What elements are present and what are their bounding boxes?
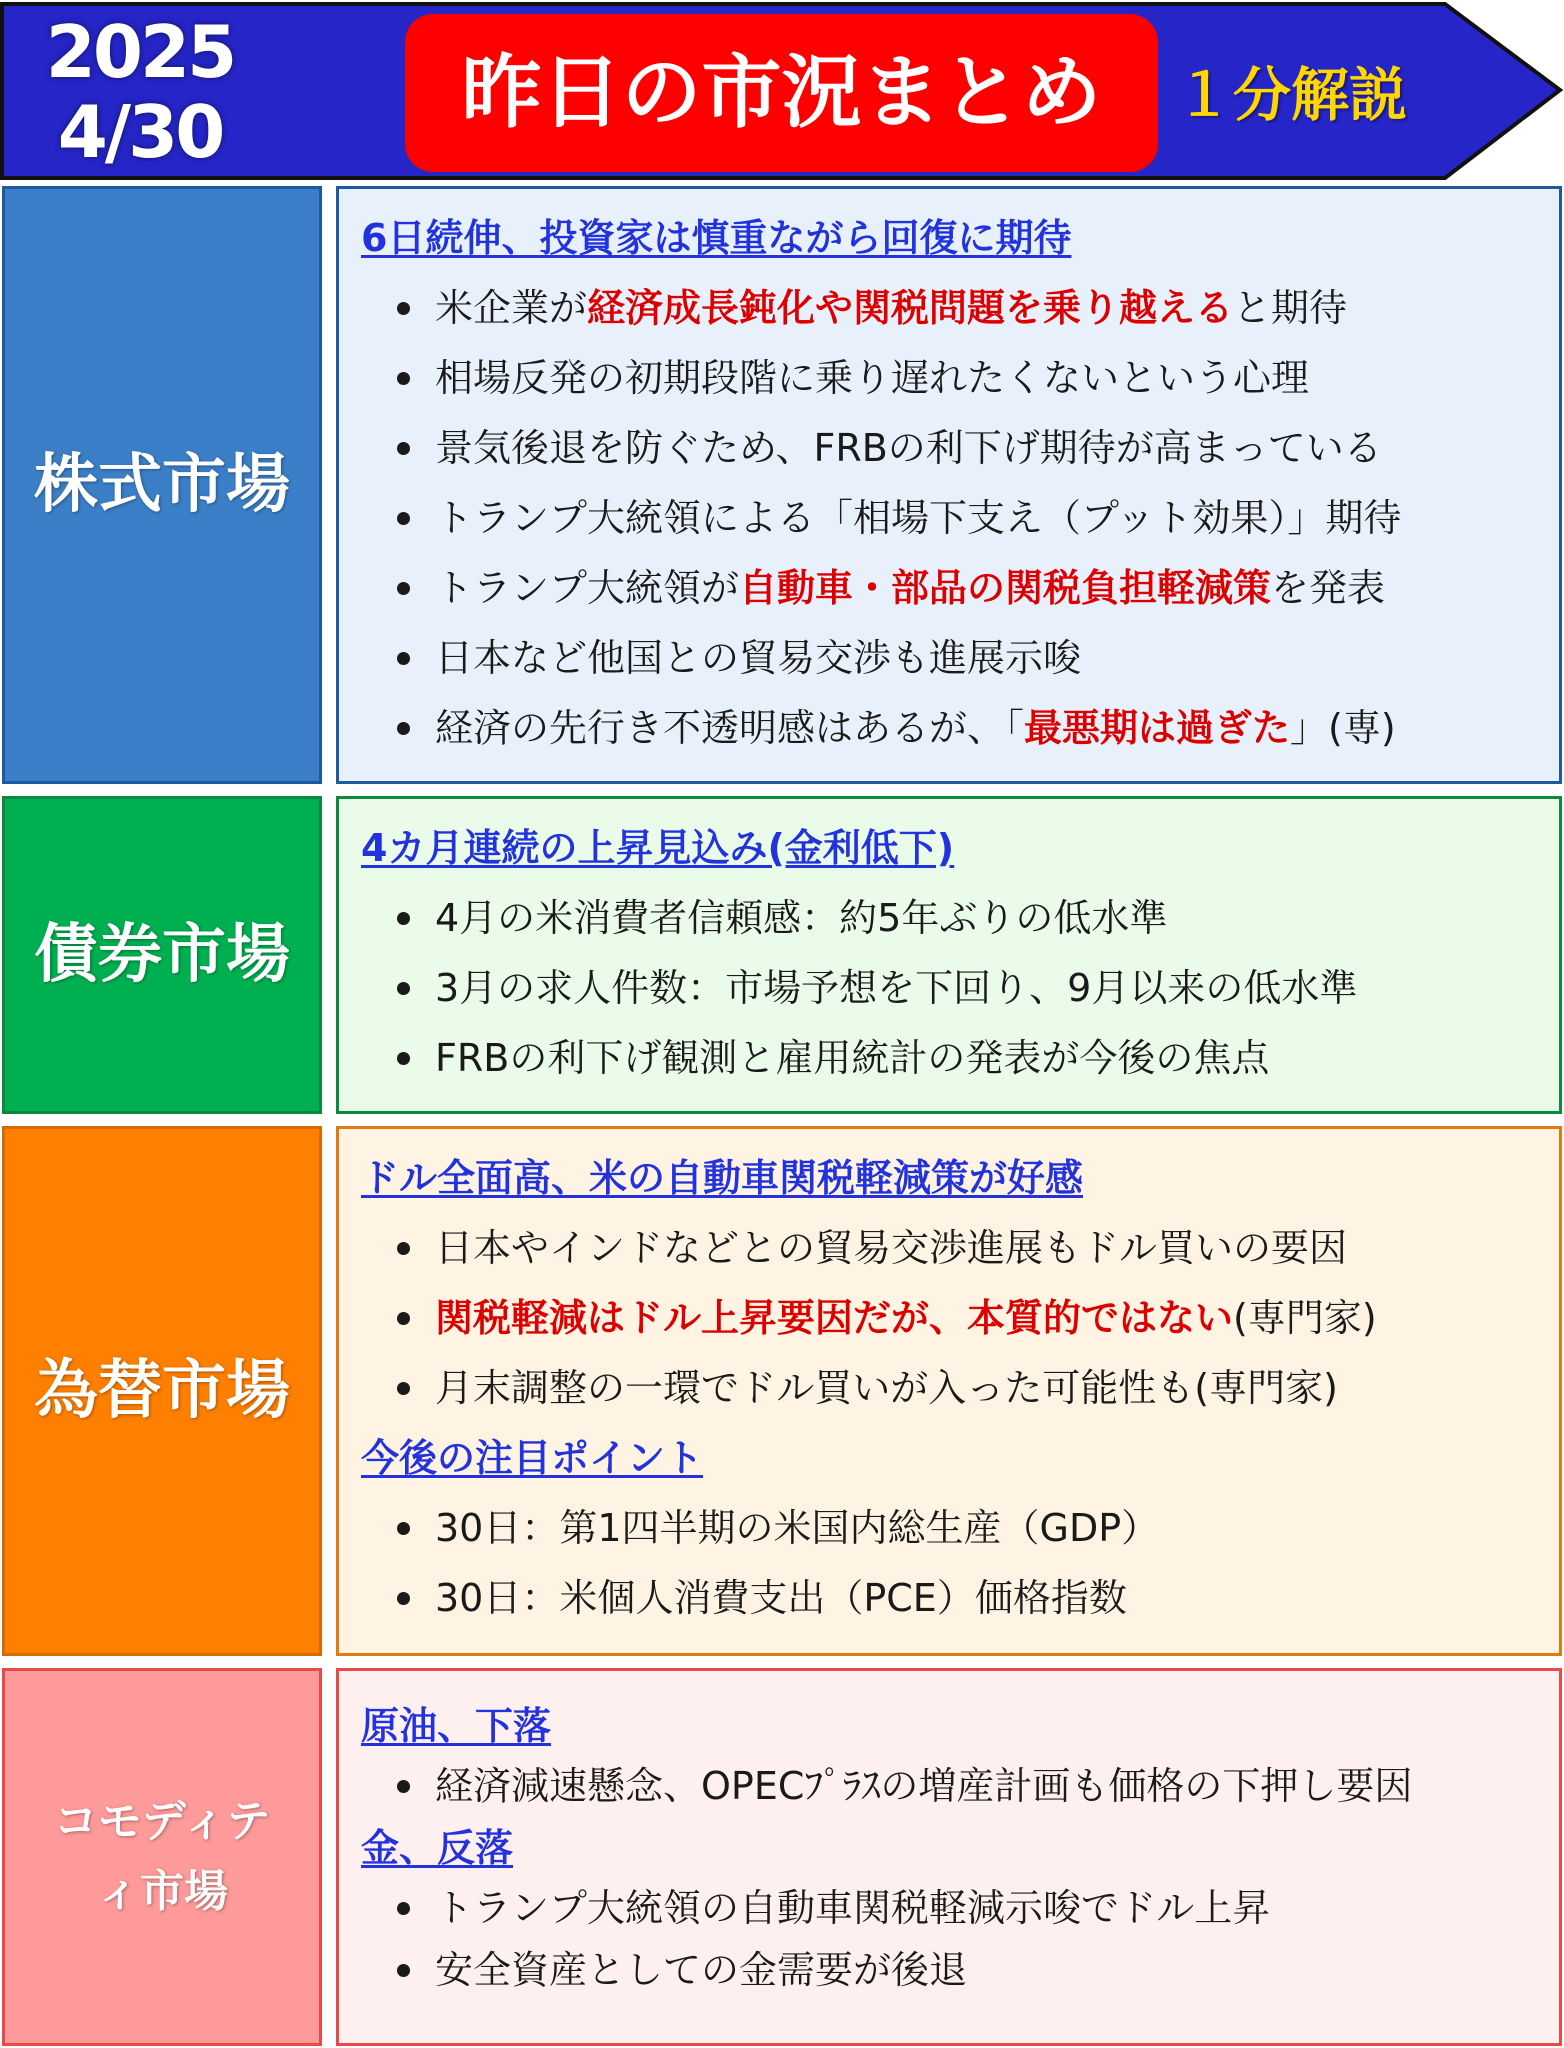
highlight-text: 経済成長鈍化や関税問題を乗り越える bbox=[587, 286, 1234, 330]
section-content bbox=[336, 796, 1562, 1114]
highlight-text: 自動車・部品の関税負担軽減策 bbox=[739, 566, 1272, 610]
bullet-text: 30日：米個人消費支出（PCE）価格指数 bbox=[435, 1576, 1127, 1620]
bullet-text: 経済の先行き不透明感はあるが、「 bbox=[435, 706, 1025, 750]
section-heading: ドル全面高、米の自動車関税軽減策が好感 bbox=[361, 1156, 1084, 1200]
list-item bbox=[361, 563, 1539, 613]
list-item bbox=[361, 1883, 1539, 1933]
bullet-dot bbox=[397, 912, 410, 925]
section-bond-market bbox=[0, 796, 1564, 1114]
header-banner bbox=[0, 0, 1564, 182]
list-item bbox=[361, 1223, 1539, 1273]
list-item bbox=[361, 633, 1539, 683]
section-heading: 原油、下落 bbox=[361, 1704, 552, 1748]
list-item bbox=[361, 1945, 1539, 1995]
bullet-dot bbox=[397, 982, 410, 995]
list-item bbox=[361, 1503, 1539, 1553]
highlight-text: 最悪期は過ぎた bbox=[1024, 706, 1291, 750]
section-label-box bbox=[2, 796, 322, 1114]
bullet-text: 米企業が bbox=[435, 286, 588, 330]
bullet-text: FRBの利下げ観測と雇用統計の発表が今後の焦点 bbox=[435, 1036, 1270, 1080]
list-item bbox=[361, 1573, 1539, 1623]
list-item bbox=[361, 1363, 1539, 1413]
bullet-dot bbox=[397, 1964, 410, 1977]
bullet-dot bbox=[397, 652, 410, 665]
bullet-list bbox=[361, 893, 1539, 1083]
bullet-dot bbox=[397, 1592, 410, 1605]
bullet-dot bbox=[397, 512, 410, 525]
bullet-text: 日本やインドなどとの貿易交渉進展もドル買いの要因 bbox=[435, 1226, 1348, 1270]
bullet-text: 日本など他国との貿易交渉も進展示唆 bbox=[435, 636, 1082, 680]
section-heading: 今後の注目ポイント bbox=[361, 1436, 704, 1480]
section-label: 債券市場 bbox=[34, 918, 290, 992]
list-item bbox=[361, 893, 1539, 943]
section-content bbox=[336, 1668, 1562, 2046]
list-item bbox=[361, 1293, 1539, 1343]
bullet-text: 30日：第1四半期の米国内総生産（GDP） bbox=[435, 1506, 1160, 1550]
page-title: 昨日の市況まとめ bbox=[461, 46, 1102, 139]
bullet-text-tail: (専門家) bbox=[1233, 1296, 1377, 1340]
bullet-dot bbox=[397, 1312, 410, 1325]
bullet-dot bbox=[397, 1382, 410, 1395]
bullet-dot bbox=[397, 582, 410, 595]
bullet-text: 経済減速懸念、OPECﾌﾟﾗｽの増産計画も価格の下押し要因 bbox=[435, 1764, 1413, 1808]
section-label: 為替市場 bbox=[34, 1354, 290, 1428]
bullet-dot bbox=[397, 1242, 410, 1255]
section-label: 株式市場 bbox=[34, 448, 290, 522]
bullet-text: 月末調整の一環でドル買いが入った可能性も(専門家) bbox=[435, 1366, 1338, 1410]
bullet-dot bbox=[397, 722, 410, 735]
list-item bbox=[361, 353, 1539, 403]
bullet-dot bbox=[397, 1052, 410, 1065]
bullet-text: 景気後退を防ぐため、FRBの利下げ期待が高まっている bbox=[435, 426, 1382, 470]
bullet-dot bbox=[397, 302, 410, 315]
date-text: 4/30 bbox=[57, 90, 223, 174]
year-text: 2025 bbox=[45, 10, 235, 94]
bullet-text: トランプ大統領の自動車関税軽減示唆でドル上昇 bbox=[435, 1886, 1271, 1930]
list-item bbox=[361, 963, 1539, 1013]
bullet-dot bbox=[397, 1902, 410, 1915]
list-item bbox=[361, 423, 1539, 473]
section-stock-market bbox=[0, 186, 1564, 784]
bullet-text: 相場反発の初期段階に乗り遅れたくないという心理 bbox=[435, 356, 1310, 400]
bullet-list bbox=[361, 1883, 1539, 1995]
title-box bbox=[405, 14, 1158, 172]
bullet-text: 安全資産としての金需要が後退 bbox=[435, 1948, 968, 1992]
list-item bbox=[361, 703, 1539, 753]
section-content bbox=[336, 186, 1562, 784]
section-fx-market bbox=[0, 1126, 1564, 1656]
bullet-text: 4月の米消費者信頼感：約5年ぶりの低水準 bbox=[435, 896, 1168, 940]
subtitle: １分解説 bbox=[1175, 61, 1408, 129]
bullet-dot bbox=[397, 442, 410, 455]
highlight-text: 関税軽減はドル上昇要因だが、本質的ではない bbox=[435, 1296, 1234, 1340]
section-heading: 6日続伸、投資家は慎重ながら回復に期待 bbox=[361, 216, 1072, 260]
section-label: コモディティ市場 bbox=[53, 1796, 271, 1917]
section-label-box bbox=[2, 1126, 322, 1656]
bullet-list bbox=[361, 1503, 1539, 1623]
bullet-list bbox=[361, 1761, 1539, 1811]
bullet-dot bbox=[397, 372, 410, 385]
bullet-text: トランプ大統領が bbox=[435, 566, 740, 610]
list-item bbox=[361, 1033, 1539, 1083]
bullet-dot bbox=[397, 1780, 410, 1793]
bullet-text-tail: を発表 bbox=[1271, 566, 1386, 610]
list-item bbox=[361, 493, 1539, 543]
section-content bbox=[336, 1126, 1562, 1656]
date-display bbox=[40, 12, 240, 172]
bullet-dot bbox=[397, 1522, 410, 1535]
list-item bbox=[361, 1761, 1539, 1811]
bullet-list bbox=[361, 1223, 1539, 1413]
section-heading: 金、反落 bbox=[361, 1826, 514, 1870]
bullet-text: トランプ大統領による「相場下支え（プット効果）」期待 bbox=[435, 496, 1402, 540]
bullet-list bbox=[361, 283, 1539, 753]
section-label-box bbox=[2, 1668, 322, 2046]
bullet-text-tail: 」(専) bbox=[1290, 706, 1396, 750]
section-heading: 4カ月連続の上昇見込み(金利低下) bbox=[361, 826, 955, 870]
list-item bbox=[361, 283, 1539, 333]
section-label-box bbox=[2, 186, 322, 784]
section-commodity-market bbox=[0, 1668, 1564, 2046]
bullet-text: 3月の求人件数：市場予想を下回り、9月以来の低水準 bbox=[435, 966, 1358, 1010]
bullet-text-tail: と期待 bbox=[1233, 286, 1348, 330]
